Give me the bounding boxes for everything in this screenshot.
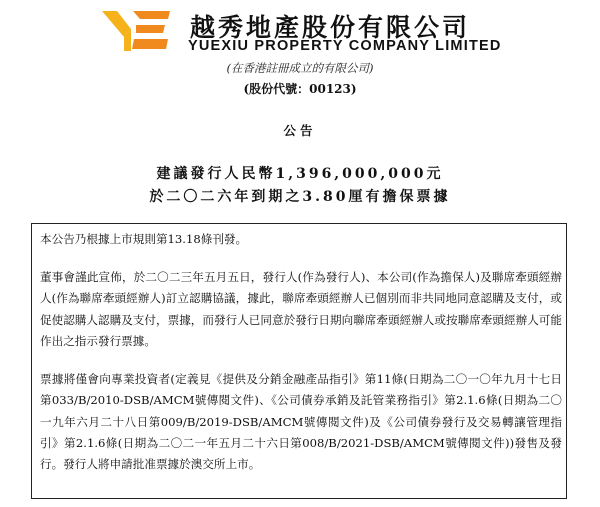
- paragraph-subscription-agreement: 董事會謹此宣佈，於二〇二三年五月五日，發行人(作為發行人)、本公司(作為擔保人)及聯席牽頭經辦人(作為聯席牽頭經辦人)訂立認購協議，據此，聯席牽頭經辦人已個別而非共同地同意認購及支付，或促使認購人認購及支付，票據，而發行人已同意於發行日期向聯席牽頭經辦人或按聯席牽頭經辦人可能作出之指示發行票據。: [40, 270, 562, 348]
- paragraph-listing-rule: 本公告乃根據上市規則第13.18條刊發。: [40, 232, 248, 246]
- letterhead: [0, 0, 600, 100]
- company-name-english: YUEXIU PROPERTY COMPANY LIMITED: [188, 38, 502, 54]
- company-name-chinese: 越秀地產股份有限公司: [190, 13, 471, 42]
- announcement-title-line-1: 建議發行人民幣1,396,000,000元: [156, 166, 444, 182]
- summary-box: [31, 223, 567, 499]
- yuexiu-logo-icon: [102, 8, 172, 52]
- paragraph-professional-investors: 票據將僅會向專業投資者(定義見《提供及分銷金融產品指引》第11條(日期為二〇一〇年九月十七日第033/B/2010-DSB/AMCM號傳閱文件)、《公司債券承銷及託管業務指引》第2.1.6條(日期為二〇一九年六月二十八日第009/B/2019-DSB/AMCM號傳閱文件)及《公司債券發行及交易轉讓管理指引》第2.1.6條(日期為二〇二一年五月二十六日第008/B/2021-DSB/AMCM號傳閱文件))發售及發行。發行人將申請批准票據於澳交所上市。: [40, 372, 562, 472]
- announcement-title-line-2: 於二〇二六年到期之3.80厘有擔保票據: [149, 189, 451, 205]
- incorporation-note: (在香港註冊成立的有限公司): [226, 61, 374, 75]
- stock-code: (股份代號：00123): [243, 82, 357, 96]
- announcement-label: 公告: [283, 123, 317, 138]
